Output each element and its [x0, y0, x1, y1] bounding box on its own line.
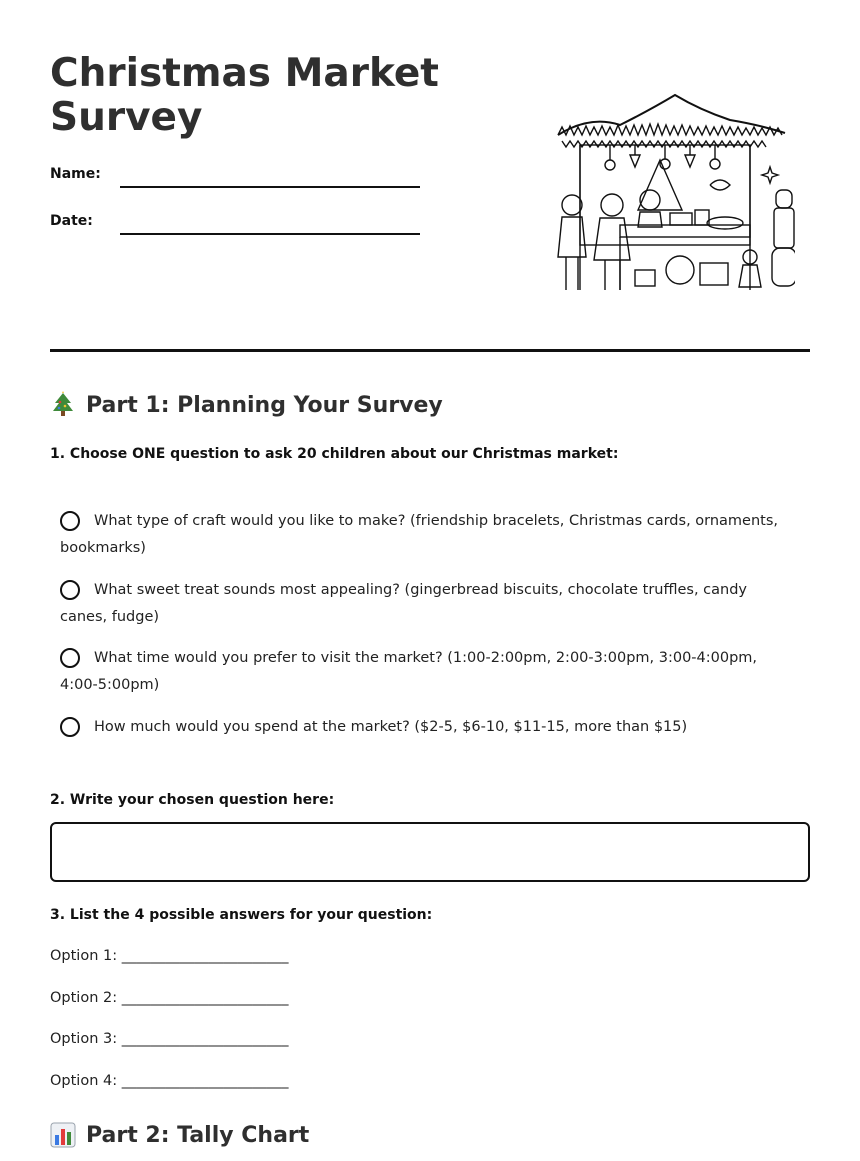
answer-option-line-1[interactable]: Option 1: _______________________	[50, 948, 289, 964]
chosen-question-input[interactable]	[50, 822, 810, 882]
option-visit-time[interactable]	[60, 645, 790, 699]
question-1: 1. Choose ONE question to ask 20 children about our Christmas market:	[50, 446, 619, 462]
part1-heading	[50, 390, 443, 420]
radio-button[interactable]	[60, 511, 80, 531]
name-field	[50, 166, 422, 190]
section-divider	[50, 349, 810, 352]
radio-button[interactable]	[60, 580, 80, 600]
option-craft[interactable]	[60, 508, 790, 562]
question-3: 3. List the 4 possible answers for your question:	[50, 907, 433, 923]
option-spend[interactable]	[60, 714, 790, 741]
question-2: 2. Write your chosen question here:	[50, 792, 335, 808]
part2-heading	[50, 1120, 309, 1150]
worksheet-page	[50, 0, 810, 1161]
date-field	[50, 213, 422, 237]
option-text: How much would you spend at the market? ($2-5, $6-10, $11-15, more than $15)	[94, 719, 688, 735]
option-text: What type of craft would you like to make? (friendship bracelets, Christmas cards, ornaments, bookmarks)	[60, 513, 779, 556]
answer-option-line-2[interactable]: Option 2: _______________________	[50, 990, 289, 1006]
answer-option-line-4[interactable]: Option 4: _______________________	[50, 1073, 289, 1089]
name-label: Name:	[50, 166, 101, 182]
page-title: Christmas Market Survey	[50, 51, 439, 140]
part2-heading-text: Part 2: Tally Chart	[86, 1122, 310, 1148]
christmas-market-stall-illustration	[550, 85, 795, 300]
bar-chart-icon	[50, 1121, 76, 1149]
radio-button[interactable]	[60, 648, 80, 668]
answer-option-line-3[interactable]: Option 3: _______________________	[50, 1031, 289, 1047]
christmas-tree-icon	[50, 391, 76, 419]
part1-heading-text: Part 1: Planning Your Survey	[86, 392, 443, 418]
option-text: What sweet treat sounds most appealing? (gingerbread biscuits, chocolate truffles, candy canes, fudge)	[60, 582, 748, 625]
date-line[interactable]	[120, 233, 420, 235]
name-line[interactable]	[120, 186, 420, 188]
option-text: What time would you prefer to visit the market? (1:00-2:00pm, 2:00-3:00pm, 3:00-4:00pm, 4:00-5:00pm)	[60, 650, 758, 693]
date-label: Date:	[50, 213, 93, 229]
radio-button[interactable]	[60, 717, 80, 737]
option-sweet-treat[interactable]	[60, 577, 790, 631]
